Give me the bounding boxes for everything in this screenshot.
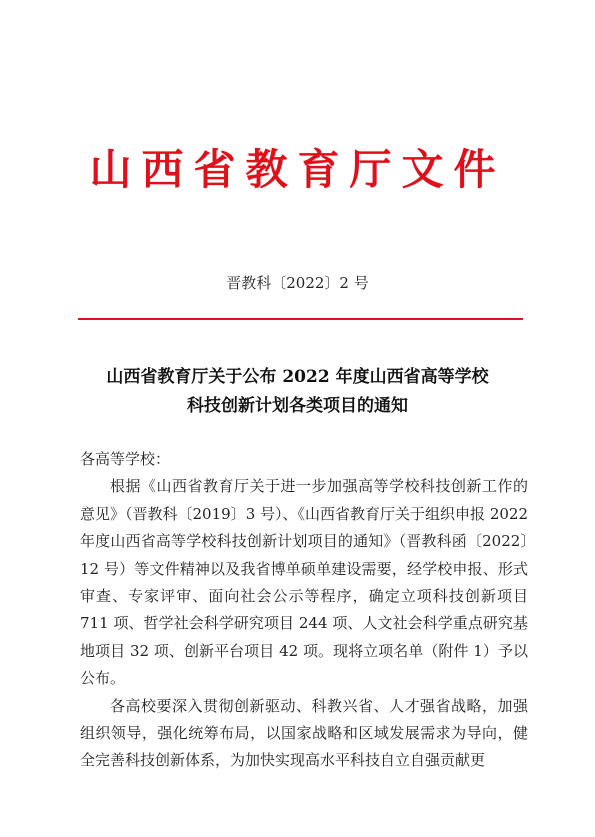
body-paragraph-1: 根据《山西省教育厅关于进一步加强高等学校科技创新工作的意见》（晋教科〔2019〕3 号）、《山西省教育厅关于组织申报 2022 年度山西省高等学校科技创新计划项目的通知》（晋教科函〔2022〕12 号）等文件精神以及我省博单硕单建设需要，经学校申报、形式审查、专家评审、面向社会公示等程序，确定立项科技创新项目 711 项、哲学社会科学研究项目 244 项、人文社会科学重点研究基地项目 32 项、创新平台项目 42 项。现将立项名单（附件 1）予以公布。 [80, 477, 528, 688]
salutation: 各高等学校： [80, 450, 171, 468]
red-divider-line [78, 318, 523, 320]
notice-title-line-1: 山西省教育厅关于公布 2022 年度山西省高等学校 [106, 367, 489, 387]
document-number: 晋教科〔2022〕2 号 [226, 274, 369, 292]
document-body [80, 446, 528, 775]
notice-title-line-2: 科技创新计划各类项目的通知 [187, 396, 408, 416]
body-paragraph-2: 各高校要深入贯彻创新驱动、科教兴省、人才强省战略，加强组织领导，强化统筹布局，以国家战略和区域发展需求为导向，健全完善科技创新体系，为加快实现高水平科技自立自强贡献更 [80, 696, 528, 770]
notice-title [60, 363, 535, 421]
document-header-title: 山西省教育厅文件 [89, 145, 506, 194]
